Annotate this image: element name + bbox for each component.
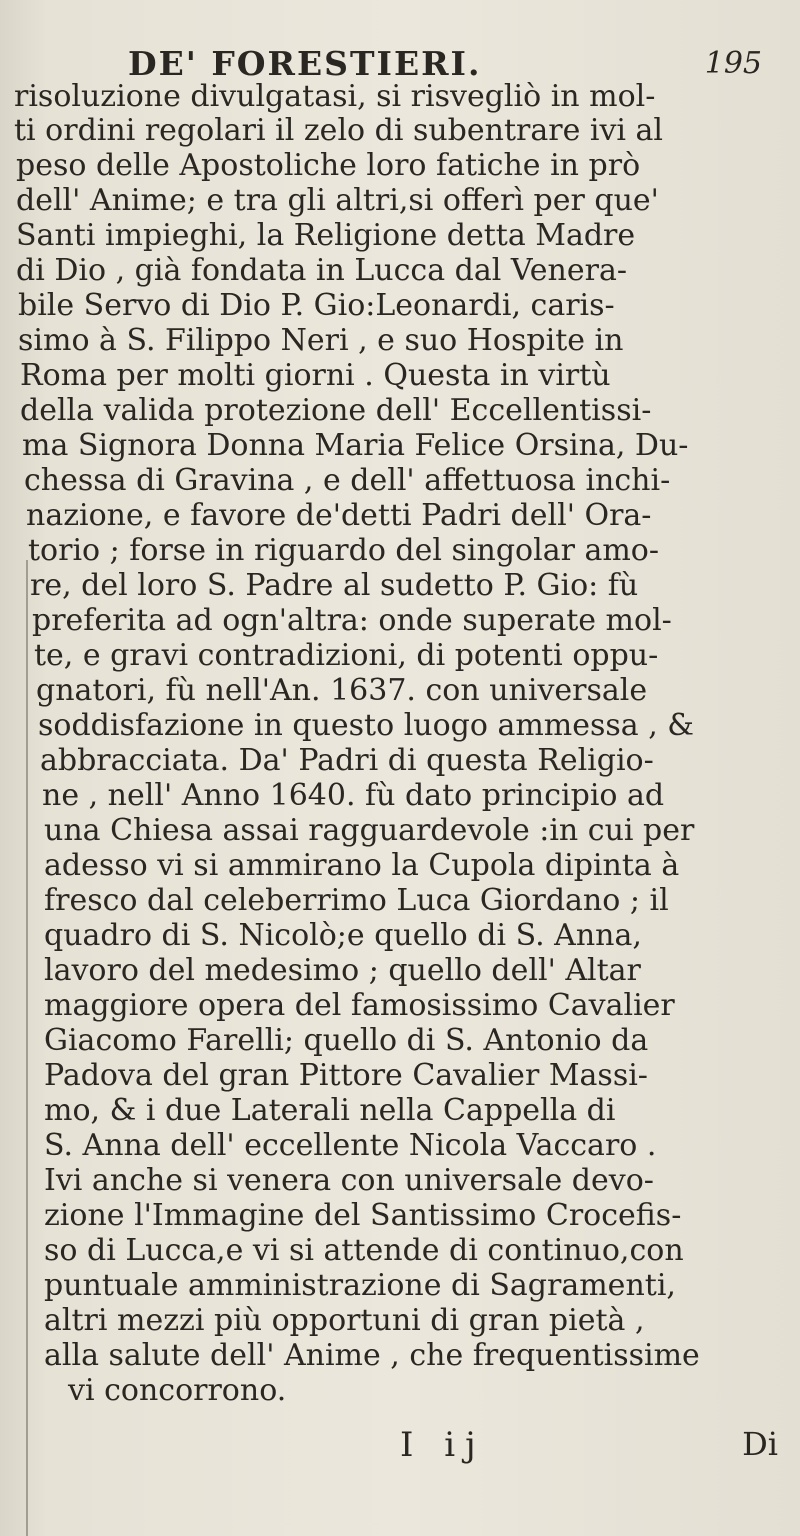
- text-line: alla salute dell' Anime , che frequentissime: [44, 1338, 700, 1373]
- text-line: torio ; forse in riguardo del singolar amo-: [28, 533, 659, 568]
- text-line: fresco dal celeberrimo Luca Giordano ; il: [44, 883, 669, 918]
- page-number: 195: [704, 46, 762, 81]
- text-line: ti ordini regolari il zelo di subentrare ivi al: [14, 113, 664, 148]
- text-line: di Dio , già fondata in Lucca dal Venera-: [16, 253, 627, 288]
- text-line: mo, & i due Laterali nella Cappella di: [44, 1093, 616, 1128]
- text-line: simo à S. Filippo Neri , e suo Hospite in: [18, 323, 624, 358]
- text-line: lavoro del medesimo ; quello dell' Altar: [44, 953, 641, 988]
- text-line: puntuale amministrazione di Sagramenti,: [44, 1268, 676, 1303]
- text-line: nazione, e favore de'detti Padri dell' Ora-: [26, 498, 652, 533]
- text-line: abbracciata. Da' Padri di questa Religio-: [40, 743, 654, 778]
- text-line: Santi impieghi, la Religione detta Madre: [16, 218, 636, 253]
- catchword: Di: [742, 1425, 778, 1463]
- text-line: dell' Anime; e tra gli altri,si offerì per que': [16, 183, 659, 218]
- signature-mark: I ij: [400, 1425, 486, 1465]
- text-line: re, del loro S. Padre al sudetto P. Gio: fù: [30, 568, 639, 603]
- text-line: Ivi anche si venera con universale devo-: [44, 1163, 654, 1198]
- text-line: so di Lucca,e vi si attende di continuo,con: [44, 1233, 684, 1268]
- text-line: maggiore opera del famosissimo Cavalier: [44, 988, 675, 1023]
- text-line: zione l'Immagine del Santissimo Crocefis-: [44, 1198, 682, 1233]
- text-line: risoluzione divulgatasi, si risvegliò in mol-: [14, 79, 656, 114]
- text-line: chessa di Gravina , e dell' affettuosa inchi-: [24, 463, 671, 498]
- text-line: Padova del gran Pittore Cavalier Massi-: [44, 1058, 648, 1093]
- text-line: ne , nell' Anno 1640. fù dato principio ad: [42, 778, 665, 813]
- text-line: Giacomo Farelli; quello di S. Antonio da: [44, 1023, 649, 1058]
- text-line: una Chiesa assai ragguardevole :in cui per: [44, 813, 695, 848]
- text-line: vi concorrono.: [68, 1373, 287, 1408]
- text-line: della valida protezione dell' Eccellentissi-: [20, 393, 652, 428]
- text-line: quadro di S. Nicolò;e quello di S. Anna,: [44, 918, 642, 953]
- text-line: adesso vi si ammirano la Cupola dipinta à: [44, 848, 680, 883]
- page-footer: [0, 1425, 800, 1473]
- text-line: te, e gravi contradizioni, di potenti oppu-: [34, 638, 659, 673]
- text-line: gnatori, fù nell'An. 1637. con universale: [36, 673, 648, 708]
- text-line: preferita ad ogn'altra: onde superate mol-: [32, 603, 672, 638]
- text-line: altri mezzi più opportuni di gran pietà ,: [44, 1303, 645, 1338]
- binding-gutter: [0, 560, 28, 1536]
- text-line: peso delle Apostoliche loro fatiche in prò: [16, 148, 641, 183]
- text-line: bile Servo di Dio P. Gio:Leonardi, caris-: [18, 288, 615, 323]
- text-line: ma Signora Donna Maria Felice Orsina, Du-: [22, 428, 689, 463]
- running-head: DE' FORESTIERI.: [128, 44, 482, 83]
- text-line: S. Anna dell' eccellente Nicola Vaccaro .: [44, 1128, 657, 1163]
- text-line: soddisfazione in questo luogo ammessa , &: [38, 708, 695, 743]
- text-line: Roma per molti giorni . Questa in virtù: [20, 358, 611, 393]
